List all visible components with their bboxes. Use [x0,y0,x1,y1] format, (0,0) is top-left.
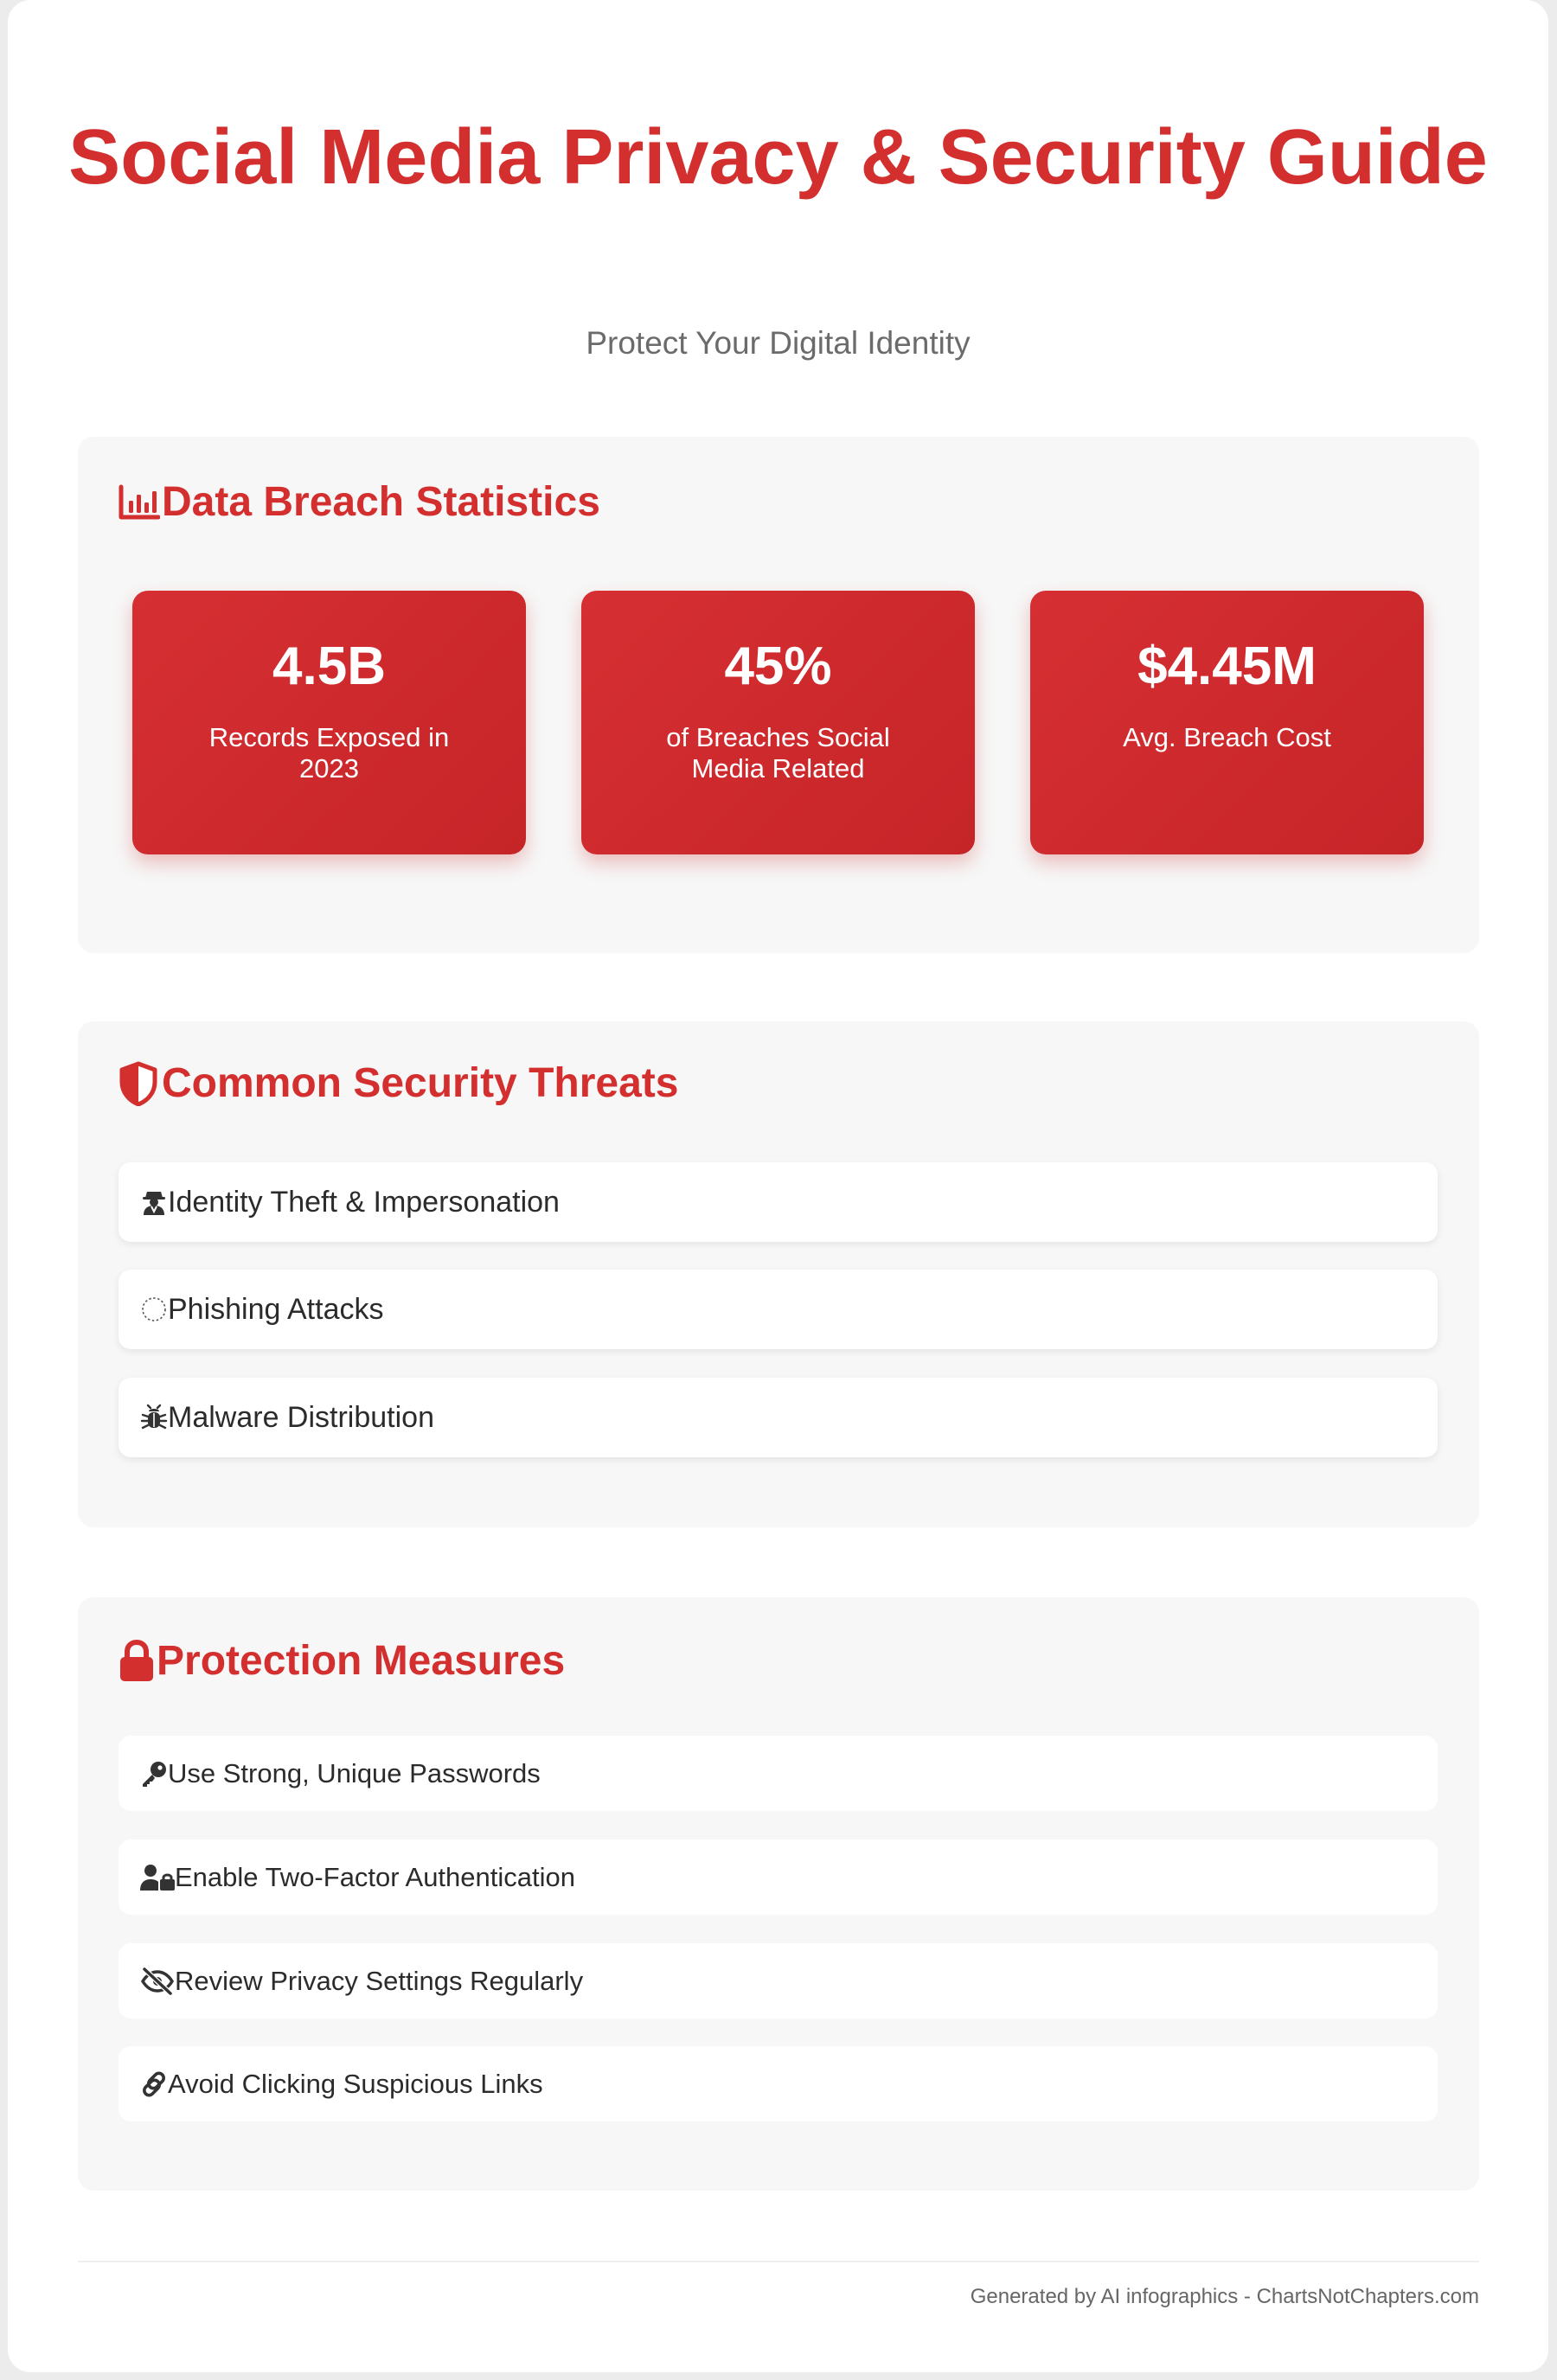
bug-icon [140,1404,168,1431]
page-subtitle: Protect Your Digital Identity [586,325,971,361]
shield-half-icon [119,1061,158,1106]
lock-icon [119,1640,155,1683]
stats-section [78,437,1479,953]
threats-heading-text: Common Security Threats [162,1060,679,1106]
threats-heading [119,1059,678,1107]
fishing-hook-icon [140,1296,168,1323]
stat-card-records [132,591,526,854]
stat-label: Avg. Breach Cost [1123,722,1331,752]
measure-item [119,1736,1438,1811]
page-title: Social Media Privacy & Security Guide [68,114,1488,201]
infographic-page [8,0,1548,2372]
threat-label: Malware Distribution [168,1400,434,1434]
stat-value: 4.5B [272,637,386,696]
link-icon [140,2070,168,2098]
stats-heading-text: Data Breach Statistics [162,479,600,525]
measure-label: Review Privacy Settings Regularly [175,1965,584,1996]
stat-label: Records Exposed in 2023 [208,722,450,784]
measure-label: Enable Two-Factor Authentication [175,1861,575,1892]
measure-item [119,2046,1438,2121]
measures-heading [119,1637,565,1685]
key-icon [140,1760,168,1788]
measures-heading-text: Protection Measures [157,1638,566,1684]
threat-label: Phishing Attacks [168,1292,384,1326]
measures-section [78,1597,1479,2191]
measure-item [119,1839,1438,1915]
threats-section [78,1021,1479,1527]
stat-card-social-share [581,591,975,854]
footer-divider [78,2261,1479,2262]
eye-slash-icon [140,1967,175,1995]
user-secret-icon [140,1188,168,1216]
stat-label: of Breaches Social Media Related [666,722,890,784]
threat-label: Identity Theft & Impersonation [168,1185,560,1219]
stats-heading [119,478,600,526]
measure-label: Avoid Clicking Suspicious Links [168,2068,543,2099]
threat-item [119,1162,1438,1242]
threat-item [119,1270,1438,1349]
stat-card-breach-cost [1030,591,1424,854]
measure-item [119,1943,1438,2019]
measure-label: Use Strong, Unique Passwords [168,1757,541,1788]
stat-value: $4.45M [1137,637,1317,696]
stat-value: 45% [724,637,832,696]
threat-item [119,1378,1438,1457]
footer-credit: Generated by AI infographics - ChartsNotChapters.com [970,2285,1479,2308]
user-lock-icon [140,1864,175,1891]
chart-column-icon [119,483,160,521]
